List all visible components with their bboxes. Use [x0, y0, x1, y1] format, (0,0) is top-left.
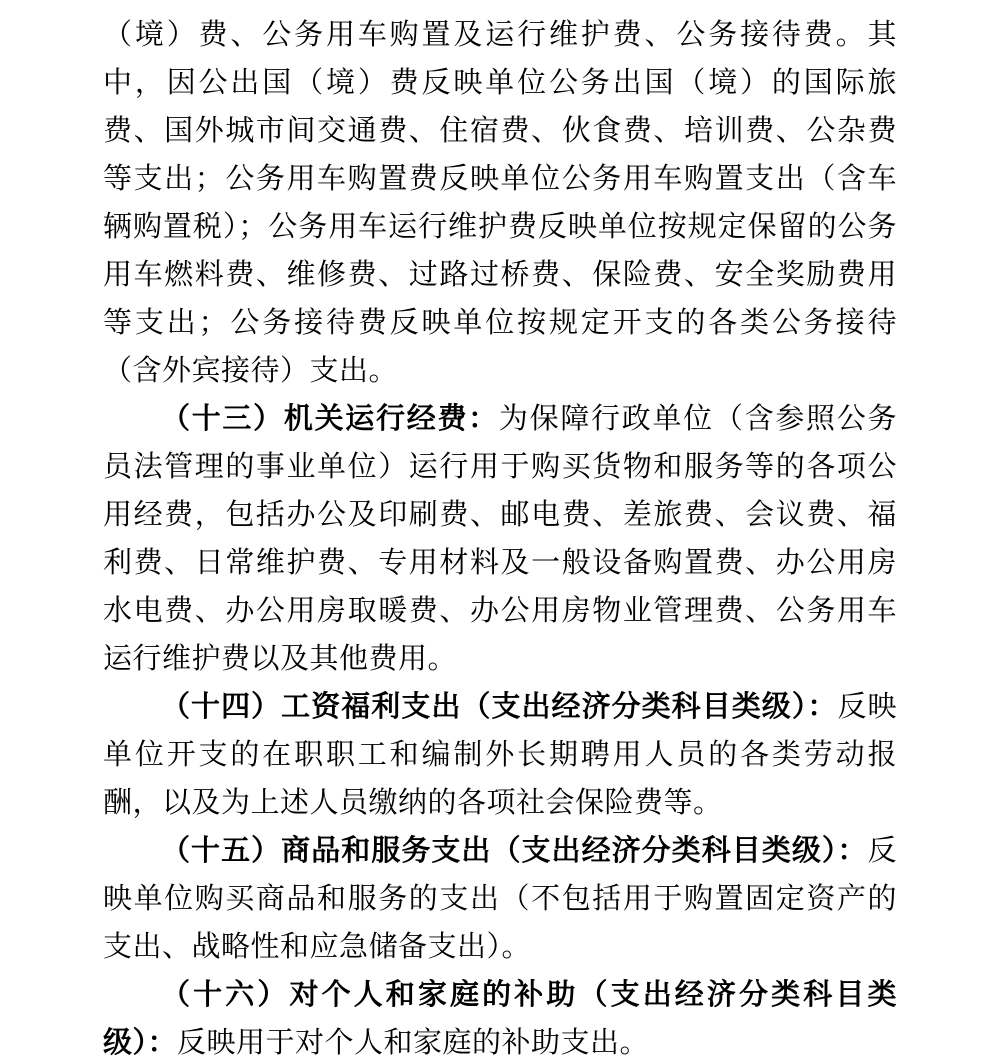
paragraph-item-16 [103, 971, 897, 1056]
paragraph-body: （境）费、公务用车购置及运行维护费、公务接待费。其中，因公出国（境）费反映单位公务出国（境）的国际旅费、国外城市间交通费、住宿费、伙食费、培训费、公杂费等支出；公务用车购置费反映单位公务用车购置支出（含车辆购置税）；公务用车运行维护费反映单位按规定保留的公务用车燃料费、维修费、过路过桥费、保险费、安全奖励费用等支出；公务接待费反映单位按规定开支的各类公务接待（含外宾接待）支出。 [103, 19, 897, 387]
paragraph-lead: （十四）工资福利支出（支出经济分类科目类级）： [161, 691, 838, 723]
paragraph-lead: （十三）机关运行经费： [161, 403, 499, 435]
paragraph-body: 为保障行政单位（含参照公务员法管理的事业单位）运行用于购买货物和服务等的各项公用经费，包括办公及印刷费、邮电费、差旅费、会议费、福利费、日常维护费、专用材料及一般设备购置费、办公用房水电费、办公用房取暖费、办公用房物业管理费、公务用车运行维护费以及其他费用。 [103, 403, 897, 675]
paragraph-item-14 [103, 683, 897, 827]
paragraph-body: 反映单位购买商品和服务的支出（不包括用于购置固定资产的支出、战略性和应急储备支出）。 [103, 835, 897, 963]
paragraph-lead: （十六）对个人和家庭的补助（支出经济分类科目类级）： [103, 979, 897, 1056]
paragraph-lead: （十五）商品和服务支出（支出经济分类科目类级）： [161, 835, 868, 867]
paragraph-item-13 [103, 395, 897, 683]
paragraph-body: 反映单位开支的在职职工和编制外长期聘用人员的各类劳动报酬，以及为上述人员缴纳的各项社会保险费等。 [103, 691, 897, 819]
paragraph-item-15 [103, 827, 897, 971]
paragraph-body: 反映用于对个人和家庭的补助支出。 [177, 1027, 650, 1056]
paragraph-continuation [103, 11, 897, 395]
